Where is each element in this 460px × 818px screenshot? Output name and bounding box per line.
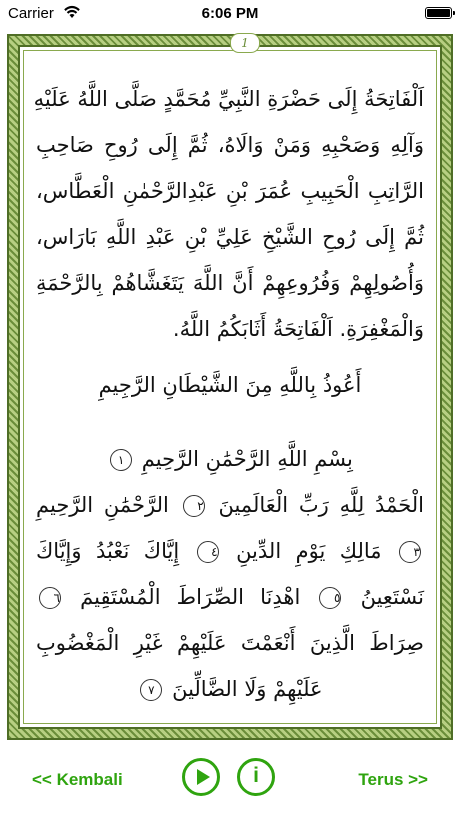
ayah-line-2 — [36, 493, 424, 517]
ayah-number: ٤ — [197, 541, 219, 563]
ayah-text: إِيَّاكَ نَعْبُدُ وَإِيَّاكَ — [36, 539, 180, 563]
dua-line-4: ثُمَّ إِلَى رُوحِ الشَّيْخِ عَلِيِّ بْنِ عَبْدِ اللَّهِ بَارَاس، — [36, 225, 424, 249]
ayah-number: ٥ — [319, 587, 341, 609]
dua-line-6: وَالْمَغْفِرَةِ. اَلْفَاتِحَةُ أَثَابَكُمُ اللَّهُ. — [172, 317, 424, 341]
info-icon: i — [253, 764, 259, 787]
play-icon — [197, 769, 210, 785]
dua-line-3: الرَّاتِبِ الْحَبِيبِ عُمَرَ بْنِ عَبْدِالرَّحْمٰنِ الْعَطَّاس، — [36, 179, 424, 203]
page-frame — [7, 34, 453, 740]
ayah-line-4 — [36, 585, 424, 609]
ayah-number: ٦ — [39, 587, 61, 609]
ayah-line-5: صِرَاطَ الَّذِينَ أَنْعَمْتَ عَلَيْهِمْ غَيْرِ الْمَغْضُوبِ — [36, 631, 424, 655]
ayah-text: نَسْتَعِينُ — [360, 585, 424, 609]
taawudh: أَعُوذُ بِاللَّهِ مِنَ الشَّيْطَانِ الرَّجِيمِ — [98, 373, 362, 397]
page-number: 1 — [230, 33, 260, 53]
next-button[interactable]: Terus >> — [358, 770, 428, 789]
page-content — [18, 36, 442, 729]
ayah-number: ٢ — [183, 495, 205, 517]
ayah-line-3 — [36, 539, 424, 563]
status-bar — [0, 0, 460, 28]
info-button[interactable] — [237, 758, 275, 796]
bottom-toolbar — [0, 748, 460, 818]
ayah-text: اهْدِنَا الصِّرَاطَ الْمُسْتَقِيمَ — [80, 585, 301, 609]
ayah-line-1 — [36, 447, 424, 471]
dua-line-5: وَأُصُولِهِمْ وَفُرُوعِهِمْ أَنَّ اللَّهَ يَتَغَشَّاهُمْ بِالرَّحْمَةِ — [36, 271, 424, 295]
battery-icon — [425, 7, 452, 19]
ayah-number: ٣ — [399, 541, 421, 563]
ayah-text: مَالِكِ يَوْمِ الدِّينِ — [236, 539, 382, 563]
clock: 6:06 PM — [201, 5, 259, 22]
ayah-text: عَلَيْهِمْ وَلَا الضَّالِّينَ — [172, 677, 323, 701]
ayah-text: الرَّحْمَٰنِ الرَّحِيمِ — [36, 493, 169, 517]
ayah-line-6 — [36, 677, 424, 701]
play-button[interactable] — [182, 758, 220, 796]
ayah-number: ٧ — [140, 679, 162, 701]
back-button[interactable]: << Kembali — [32, 770, 123, 789]
ayah-number: ١ — [110, 449, 132, 471]
dua-line-2: وَآلِهِ وَصَحْبِهِ وَمَنْ وَالَاهُ، ثُمَّ إِلَى رُوحِ صَاحِبِ — [36, 133, 424, 157]
ayah-text: الْحَمْدُ لِلَّهِ رَبِّ الْعَالَمِينَ — [218, 493, 424, 517]
carrier-label: Carrier — [8, 5, 54, 22]
dua-line-1: اَلْفَاتِحَةُ إِلَى حَضْرَةِ النَّبِيِّ مُحَمَّدٍ صَلَّى اللَّهُ عَلَيْهِ — [33, 87, 424, 111]
ayah-text: بِسْمِ اللَّهِ الرَّحْمَٰنِ الرَّحِيمِ — [141, 447, 353, 471]
